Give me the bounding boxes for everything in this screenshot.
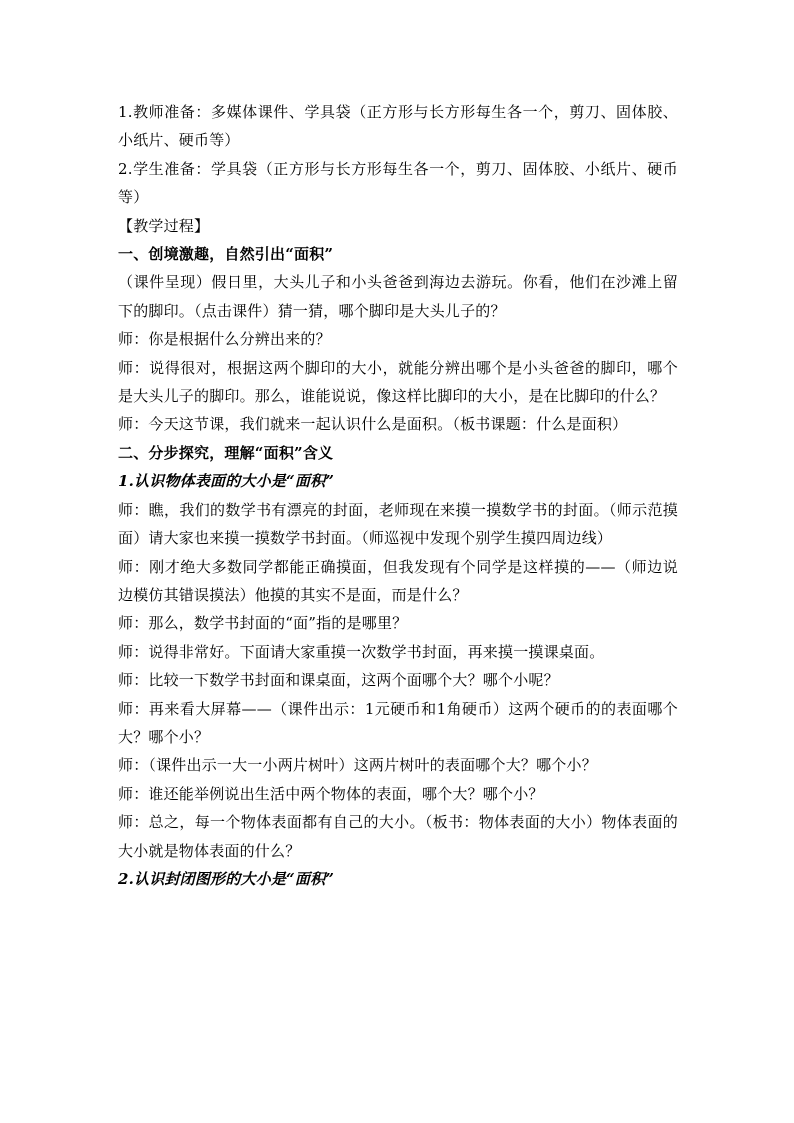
subheading-2-1: 1.认识物体表面的大小是“面积”	[118, 472, 335, 491]
paragraph: 师：比较一下数学书封面和课桌面，这两个面哪个大？哪个小呢？	[118, 671, 559, 690]
paragraph: 师：再来看大屏幕——（课件出示：1元硬币和1角硬币）这两个硬币的的表面哪个大？哪个小？	[118, 699, 678, 746]
paragraph-student-prep: 2.学生准备：学具袋（正方形与长方形每生各一个，剪刀、固体胶、小纸片、硬币等）	[118, 159, 678, 207]
paragraph: （课件呈现）假日里，大头儿子和小头爸爸到海边去游玩。你看，他们在沙滩上留下的脚印。（点击课件）猜一猜，哪个脚印是大头儿子的？	[118, 273, 678, 320]
paragraph: 师：说得非常好。下面请大家重摸一次数学书封面，再来摸一摸课桌面。	[118, 642, 605, 661]
paragraph: 师：今天这节课，我们就来一起认识什么是面积。（板书课题：什么是面积）	[118, 415, 628, 434]
heading-section-1: 一、创境激趣，自然引出“面积”	[118, 245, 334, 264]
paragraph: 师：（课件出示一大一小两片树叶）这两片树叶的表面哪个大？哪个小？	[118, 756, 597, 775]
heading-section-2: 二、分步探究，理解“面积”含义	[118, 443, 334, 462]
paragraph: 师：刚才绝大多数同学都能正确摸面，但我发现有个同学是这样摸的——（师边说边模仿其错误摸法）他摸的其实不是面，而是什么？	[118, 557, 678, 604]
document-body	[118, 98, 678, 893]
paragraph: 师：总之，每一个物体表面都有自己的大小。（板书：物体表面的大小）物体表面的大小就是物体表面的什么？	[118, 813, 678, 860]
paragraph: 师：说得很对，根据这两个脚印的大小，就能分辨出哪个是小头爸爸的脚印，哪个是大头儿子的脚印。那么，谁能说说，像这样比脚印的大小，是在比脚印的什么？	[118, 358, 678, 406]
subheading-2-2: 2.认识封闭图形的大小是“面积”	[118, 869, 335, 888]
paragraph: 师：那么，数学书封面的“面”指的是哪里？	[118, 614, 408, 633]
section-label-teaching-process: 【教学过程】	[118, 216, 210, 235]
paragraph-teacher-prep: 1.教师准备：多媒体课件、学具袋（正方形与长方形每生各一个，剪刀、固体胶、小纸片、硬币等）	[118, 103, 678, 150]
paragraph: 师：你是根据什么分辨出来的？	[118, 330, 331, 349]
paragraph: 师：瞧，我们的数学书有漂亮的封面，老师现在来摸一摸数学书的封面。（师示范摸面）请大家也来摸一摸数学书封面。（师巡视中发现个别学生摸四周边线）	[118, 500, 678, 548]
paragraph: 师：谁还能举例说出生活中两个物体的表面，哪个大？哪个小？	[118, 784, 544, 803]
